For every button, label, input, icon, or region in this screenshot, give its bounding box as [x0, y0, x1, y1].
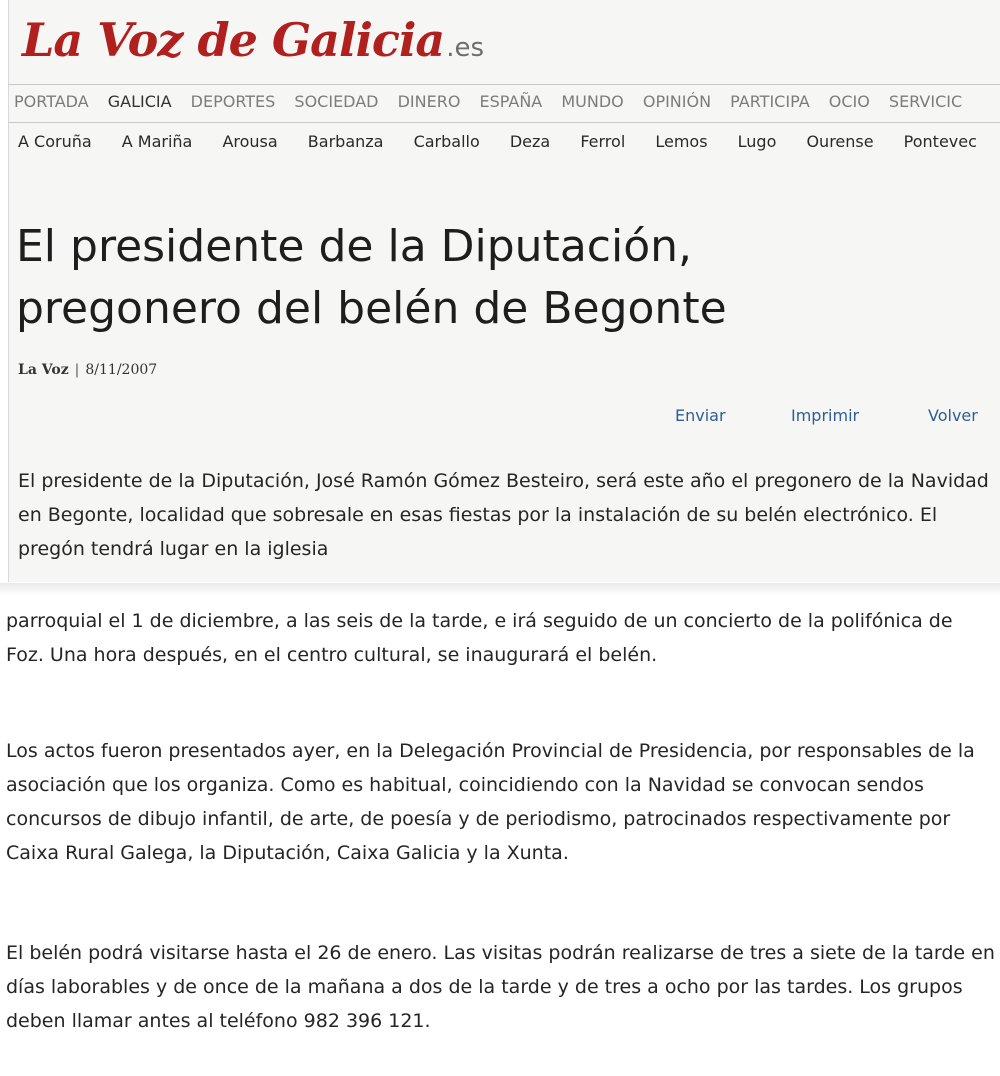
back-link[interactable]: Volver: [928, 406, 978, 425]
byline-separator: |: [74, 362, 80, 378]
local-nav-item-a-marina[interactable]: A Mariña: [121, 132, 193, 151]
print-link[interactable]: Imprimir: [791, 406, 860, 425]
headline-line-2: pregonero del belén de Begonte: [16, 283, 727, 334]
article-date: 8/11/2007: [85, 362, 158, 378]
site-logo[interactable]: [22, 8, 484, 72]
nav-item-espana[interactable]: ESPAÑA: [479, 92, 543, 111]
send-link[interactable]: Enviar: [675, 406, 726, 425]
nav-item-mundo[interactable]: MUNDO: [561, 92, 624, 111]
nav-item-sociedad[interactable]: SOCIEDAD: [294, 92, 379, 111]
article-paragraph-3: El belén podrá visitarse hasta el 26 de enero. Las visitas podrán realizarse de tres a siete de la tarde en días laborables y de once de la mañana a dos de la tarde y de tres a ocho por las tardes. Los grupos deben llamar antes al teléfono 982 396 121.: [6, 942, 995, 1032]
logo-wordmark: La Voz de Galicia: [22, 13, 445, 67]
nav-item-portada[interactable]: PORTADA: [14, 92, 89, 111]
local-nav-item-carballo[interactable]: Carballo: [413, 132, 480, 151]
nav-item-dinero[interactable]: DINERO: [397, 92, 461, 111]
local-nav-item-ferrol[interactable]: Ferrol: [580, 132, 626, 151]
nav-item-deportes[interactable]: DEPORTES: [190, 92, 276, 111]
nav-item-galicia[interactable]: GALICIA: [107, 92, 172, 111]
nav-item-participa[interactable]: PARTICIPA: [730, 92, 810, 111]
article-paragraph-1-bottom: parroquial el 1 de diciembre, a las seis de la tarde, e irá seguido de un concierto de la polifónica de Foz. Una hora después, en el centro cultural, se inaugurará el belén.: [6, 610, 953, 666]
local-nav-item-barbanza[interactable]: Barbanza: [307, 132, 384, 151]
nav-item-servicios[interactable]: SERVICIC: [888, 92, 963, 111]
local-nav-item-lemos[interactable]: Lemos: [655, 132, 708, 151]
nav-divider-middle: [8, 122, 1000, 123]
article-headline: [16, 216, 976, 340]
article-paragraph-2: Los actos fueron presentados ayer, en la Delegación Provincial de Presidencia, por responsables de la asociación que los organiza. Como es habitual, coincidiendo con la Navidad se convocan sendos concursos de dibujo infantil, de arte, de poesía y de periodismo, patrocinados respectivamente por Caixa Rural Galega, la Diputación, Caixa Galicia y la Xunta.: [6, 740, 975, 864]
nav-item-ocio[interactable]: OCIO: [828, 92, 870, 111]
local-nav-item-pontevedra[interactable]: Pontevec: [903, 132, 977, 151]
logo-domain: .es: [446, 33, 485, 63]
main-nav: [14, 92, 1000, 116]
article-paragraph-1-top: El presidente de la Diputación, José Ramón Gómez Besteiro, será este año el pregonero de la Navidad en Begonte, localidad que sobresale en esas fiestas por la instalación de su belén electrónico. El pregón tendrá lugar en la iglesia: [18, 470, 989, 560]
local-nav-item-deza[interactable]: Deza: [509, 132, 551, 151]
headline-line-1: El presidente de la Diputación,: [16, 221, 692, 272]
clipping-tear-line: [0, 583, 1000, 595]
nav-item-opinion[interactable]: OPINIÓN: [642, 92, 712, 111]
local-nav: [18, 132, 1000, 156]
local-nav-item-lugo[interactable]: Lugo: [737, 132, 777, 151]
local-nav-item-ourense[interactable]: Ourense: [806, 132, 874, 151]
article-author: La Voz: [18, 362, 69, 378]
nav-divider-top: [8, 84, 1000, 85]
local-nav-item-a-coruna[interactable]: A Coruña: [18, 132, 92, 151]
local-nav-item-arousa[interactable]: Arousa: [222, 132, 278, 151]
article-byline: [18, 362, 157, 378]
